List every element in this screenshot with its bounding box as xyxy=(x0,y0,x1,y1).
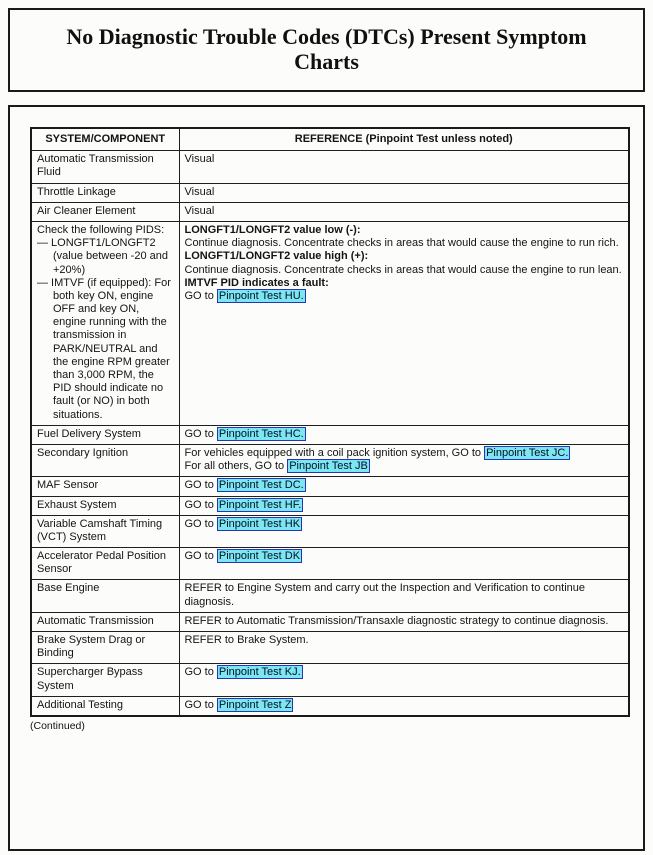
reference-text: GO to xyxy=(184,517,217,530)
reference-text: Continue diagnosis. Concentrate checks in areas that would cause the engine to run lean. xyxy=(184,263,622,276)
pinpoint-test-link[interactable]: Pinpoint Test JB xyxy=(289,460,368,473)
reference-line xyxy=(185,479,625,492)
table-row xyxy=(31,580,629,612)
reference-cell xyxy=(179,477,629,496)
reference-text: GO to xyxy=(184,289,217,302)
system-component-cell xyxy=(31,496,179,515)
table-row xyxy=(31,548,629,580)
system-component-cell xyxy=(31,632,179,664)
title-box xyxy=(8,8,645,92)
system-component-cell xyxy=(31,151,179,183)
reference-line xyxy=(185,699,625,712)
pinpoint-test-link[interactable]: Pinpoint Test KJ. xyxy=(218,666,301,679)
reference-cell xyxy=(179,696,629,716)
continued-note: (Continued) xyxy=(30,719,85,732)
reference-line xyxy=(185,550,625,563)
component-text: Fuel Delivery System xyxy=(37,427,141,440)
reference-text: REFER to Engine System and carry out the Inspection and Verification to continue diagnosis. xyxy=(184,582,586,608)
reference-line xyxy=(185,447,625,460)
component-text: Exhaust System xyxy=(37,498,117,511)
table-row xyxy=(31,664,629,696)
component-text: Base Engine xyxy=(37,582,100,595)
table-row xyxy=(31,696,629,716)
reference-line xyxy=(185,460,625,473)
reference-line xyxy=(185,224,625,237)
table-row xyxy=(31,425,629,444)
reference-line xyxy=(185,153,625,166)
reference-cell xyxy=(179,425,629,444)
reference-cell xyxy=(179,221,629,425)
reference-cell xyxy=(179,183,629,202)
table-row xyxy=(31,632,629,664)
system-component-cell xyxy=(31,548,179,580)
reference-text: GO to xyxy=(184,550,217,563)
system-component-cell xyxy=(31,202,179,221)
component-text: Accelerator Pedal Position Sensor xyxy=(37,550,167,576)
column-header-reference: REFERENCE (Pinpoint Test unless noted) xyxy=(179,128,629,151)
reference-text: For vehicles equipped with a coil pack ignition system, GO to xyxy=(184,446,485,459)
system-component-cell xyxy=(31,183,179,202)
system-component-cell xyxy=(31,477,179,496)
reference-text: REFER to Automatic Transmission/Transaxle diagnostic strategy to continue diagnosis. xyxy=(184,614,609,627)
table-row xyxy=(31,221,629,425)
reference-line xyxy=(185,428,625,441)
reference-line xyxy=(185,666,625,679)
system-component-cell xyxy=(31,221,179,425)
system-component-cell xyxy=(31,612,179,631)
pinpoint-test-link[interactable]: Pinpoint Test Z xyxy=(218,698,292,711)
component-text: Automatic Transmission xyxy=(37,614,154,627)
reference-cell xyxy=(179,632,629,664)
reference-text: REFER to Brake System. xyxy=(184,634,309,646)
reference-line xyxy=(185,499,625,512)
reference-text: Continue diagnosis. Concentrate checks in areas that would cause the engine to run rich. xyxy=(184,237,619,250)
reference-line xyxy=(185,290,625,303)
pinpoint-test-link[interactable]: Pinpoint Test HK xyxy=(218,517,301,530)
pinpoint-test-link[interactable]: Pinpoint Test DC. xyxy=(218,479,304,492)
table-row xyxy=(31,202,629,221)
pinpoint-test-link[interactable]: Pinpoint Test HC. xyxy=(218,427,304,440)
reference-heading: IMTVF PID indicates a fault: xyxy=(184,276,329,289)
reference-cell xyxy=(179,664,629,696)
reference-text: Visual xyxy=(184,153,215,166)
component-text: Air Cleaner Element xyxy=(37,204,136,217)
reference-line xyxy=(185,582,625,608)
component-text: Check the following PIDS: xyxy=(37,223,165,236)
component-text: Throttle Linkage xyxy=(37,185,116,198)
table-row xyxy=(31,612,629,631)
system-component-cell xyxy=(31,444,179,476)
reference-line xyxy=(185,186,625,199)
reference-text: GO to xyxy=(184,666,217,679)
reference-text: For all others, GO to xyxy=(184,460,288,473)
system-component-cell xyxy=(31,425,179,444)
reference-cell xyxy=(179,580,629,612)
page-title: No Diagnostic Trouble Codes (DTCs) Present Symptom Charts xyxy=(66,24,587,74)
reference-text: GO to xyxy=(184,498,217,511)
reference-cell xyxy=(179,515,629,547)
reference-text: GO to xyxy=(184,698,217,711)
reference-cell xyxy=(179,548,629,580)
pinpoint-test-link[interactable]: Pinpoint Test DK xyxy=(218,550,301,563)
pinpoint-test-link[interactable]: Pinpoint Test HF. xyxy=(218,498,302,511)
system-component-cell xyxy=(31,664,179,696)
system-component-cell xyxy=(31,580,179,612)
reference-cell xyxy=(179,444,629,476)
reference-cell xyxy=(179,202,629,221)
symptom-chart-table xyxy=(30,127,630,717)
component-text: Brake System Drag or Binding xyxy=(37,634,146,660)
reference-line xyxy=(185,264,625,277)
component-text: Supercharger Bypass System xyxy=(37,666,143,692)
reference-cell xyxy=(179,612,629,631)
reference-line xyxy=(185,250,625,263)
component-bullet-item: — IMTVF (if equipped): For both key ON, engine OFF and key ON, engine running with the transmission in PARK/NEUTRAL and the engine RPM greater than 3,000 RPM, the PID should indicate no fault (or NO) in both situations. xyxy=(37,276,171,421)
table-row xyxy=(31,183,629,202)
pinpoint-test-link[interactable]: Pinpoint Test JC. xyxy=(486,446,569,459)
reference-heading: LONGFT1/LONGFT2 value low (-): xyxy=(184,223,361,236)
pinpoint-test-link[interactable]: Pinpoint Test HU. xyxy=(218,289,304,302)
reference-line xyxy=(185,634,625,647)
system-component-cell xyxy=(31,696,179,716)
table-row xyxy=(31,151,629,183)
table-row xyxy=(31,496,629,515)
page-body-box xyxy=(8,105,645,851)
reference-text: GO to xyxy=(184,479,217,492)
reference-line xyxy=(185,518,625,531)
reference-line xyxy=(185,277,625,290)
table-row xyxy=(31,515,629,547)
reference-heading: LONGFT1/LONGFT2 value high (+): xyxy=(184,250,369,263)
header-row xyxy=(31,128,629,151)
symptom-table-body xyxy=(31,151,629,716)
reference-text: GO to xyxy=(184,427,217,440)
reference-line xyxy=(185,205,625,218)
reference-cell xyxy=(179,151,629,183)
column-header-system-component: SYSTEM/COMPONENT xyxy=(31,128,179,151)
component-text: Secondary Ignition xyxy=(37,446,129,459)
component-text: Automatic Transmission Fluid xyxy=(37,153,154,179)
table-row xyxy=(31,444,629,476)
reference-cell xyxy=(179,496,629,515)
component-text: MAF Sensor xyxy=(37,479,99,492)
reference-text: Visual xyxy=(184,185,215,198)
reference-line xyxy=(185,615,625,628)
component-text: Additional Testing xyxy=(37,698,124,711)
system-component-cell xyxy=(31,515,179,547)
component-text: Variable Camshaft Timing (VCT) System xyxy=(37,517,163,543)
table-row xyxy=(31,477,629,496)
reference-text: Visual xyxy=(184,204,215,217)
component-bullet-item: — LONGFT1/LONGFT2 (value between -20 and +20%) xyxy=(37,237,168,276)
reference-line xyxy=(185,237,625,250)
